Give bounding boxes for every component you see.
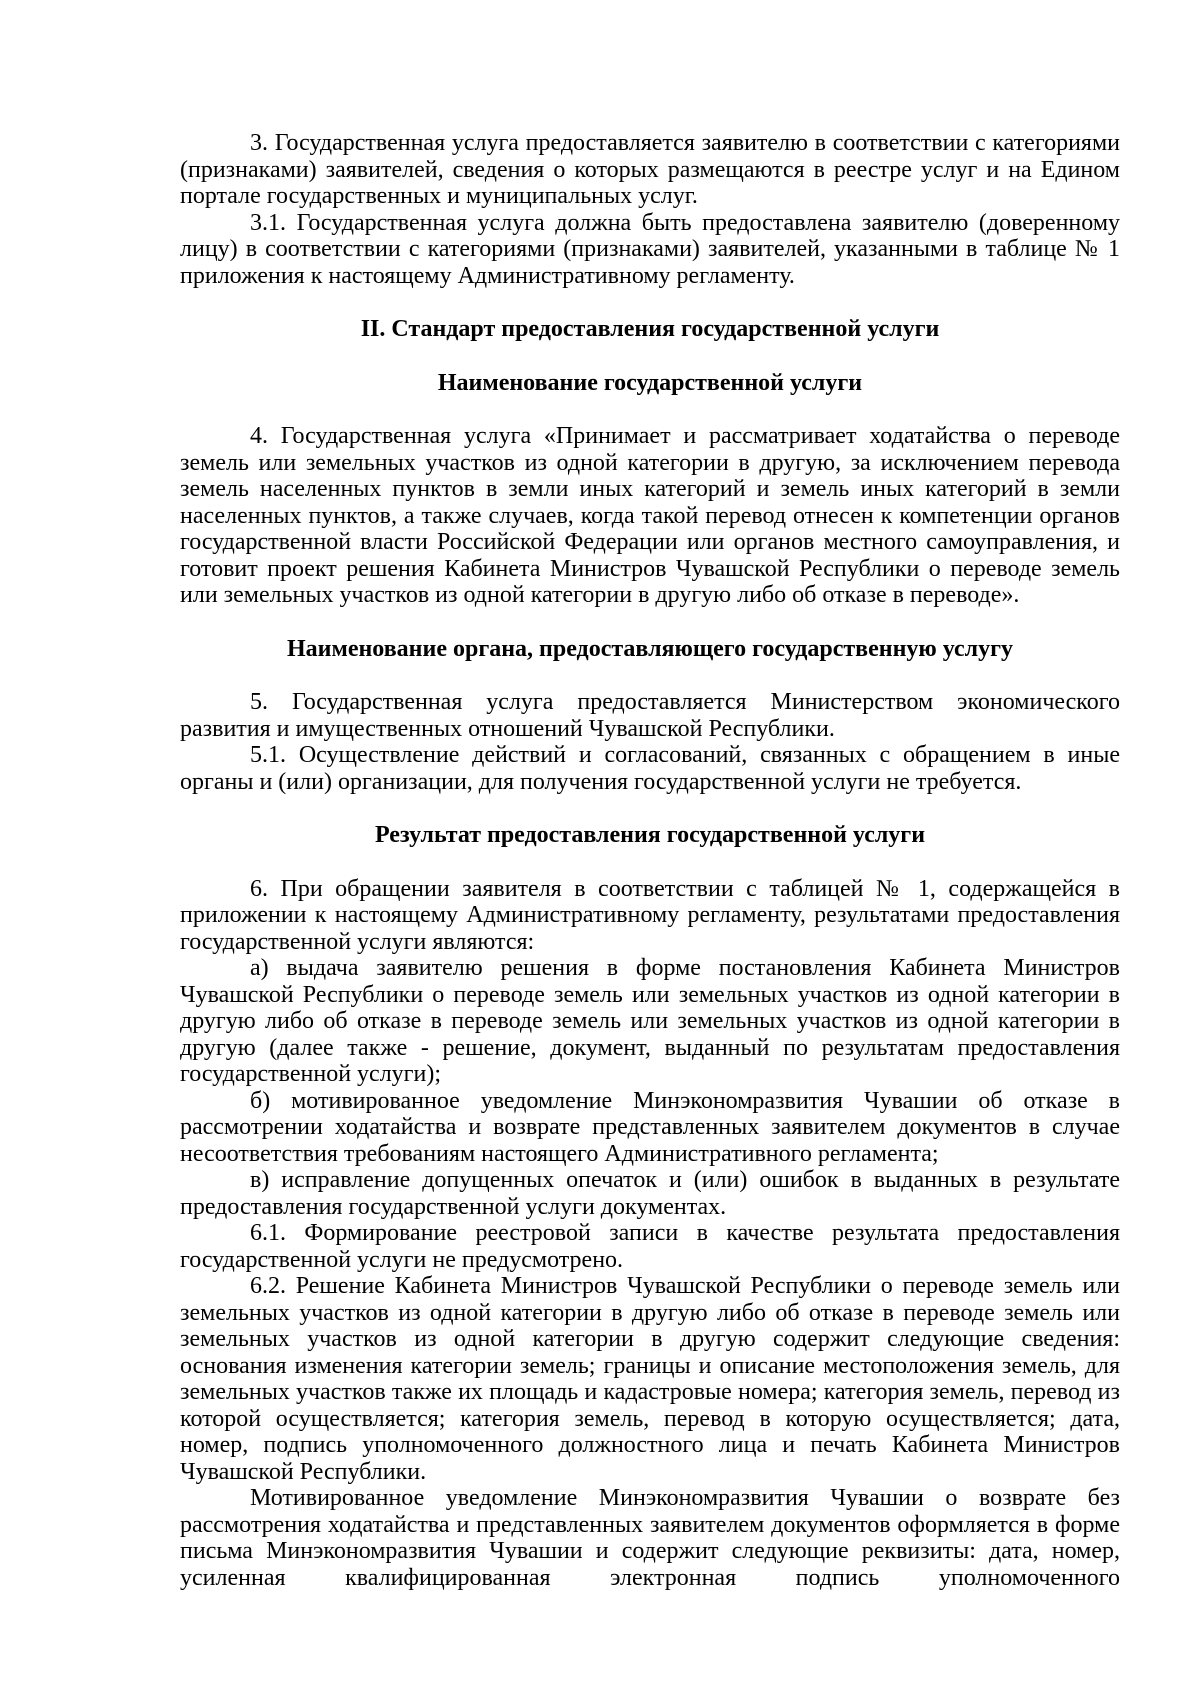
paragraph-6-v: в) исправление допущенных опечаток и (или) ошибок в выданных в результате предоставления государственной услуги документах. [180,1167,1120,1220]
paragraph-6-a: а) выдача заявителю решения в форме постановления Кабинета Министров Чувашской Республики о переводе земель или земельных участков из одной категории в другую либо об отказе в переводе земель или земельных участков из одной категории в другую (далее также - решение, документ, выданный по результатам предоставления государственной услуги); [180,955,1120,1087]
paragraph-3-1: 3.1. Государственная услуга должна быть предоставлена заявителю (доверенному лицу) в соответствии с категориями (признаками) заявителей, указанными в таблице № 1 приложения к настоящему Административному регламенту. [180,209,1120,289]
heading-service-name: Наименование государственной услуги [437,369,863,396]
paragraph-6-2: 6.2. Решение Кабинета Министров Чувашской Республики о переводе земель или земельных участков из одной категории в другую либо об отказе в переводе земель или земельных участков из одной категории в другую содержит следующие сведения: основания изменения категории земель; границы и описание местоположения земель, для земельных участков также их площадь и кадастровые номера; категория земель, перевод из которой осуществляется; категория земель, перевод в которую осуществляется; дата, номер, подпись уполномоченного должностного лица и печать Кабинета Министров Чувашской Республики. [180,1273,1120,1485]
paragraph-6: 6. При обращении заявителя в соответствии с таблицей № 1, содержащейся в приложении к настоящему Административному регламенту, результатами предоставления государственной услуги являются: [180,875,1120,955]
paragraph-5: 5. Государственная услуга предоставляется Министерством экономического развития и имущественных отношений Чувашской Республики. [180,689,1120,742]
heading-organ-name: Наименование органа, предоставляющего государственную услугу [286,635,1014,662]
section-title: II. Стандарт предоставления государственной услуги [360,316,940,342]
paragraph-4: 4. Государственная услуга «Принимает и рассматривает ходатайства о переводе земель или земельных участков из одной категории в другую, за исключением перевода земель населенных пунктов в земли иных категорий и земель иных категорий в земли населенных пунктов, а также случаев, когда такой перевод отнесен к компетенции органов государственной власти Российской Федерации или органов местного самоуправления, и готовит проект решения Кабинета Министров Чувашской Республики о переводе земель или земельных участков из одной категории в другую либо об отказе в переводе». [180,423,1120,608]
paragraph-6-1: 6.1. Формирование реестровой записи в качестве результата предоставления государственной услуги не предусмотрено. [180,1220,1120,1273]
paragraph-6-b: б) мотивированное уведомление Минэкономразвития Чувашии об отказе в рассмотрении ходатайства и возврате представленных заявителем документов в случае несоответствия требованиям настоящего Административного регламента; [180,1087,1120,1167]
paragraph-3: 3. Государственная услуга предоставляется заявителю в соответствии с категориями (признаками) заявителей, сведения о которых размещаются в реестре услуг и на Едином портале государственных и муниципальных услуг. [180,130,1120,209]
paragraph-notice: Мотивированное уведомление Минэкономразвития Чувашии о возврате без рассмотрения ходатайства и представленных заявителем документов оформляется в форме письма Минэкономразвития Чувашии и содержит следующие реквизиты: дата, номер, усиленная квалифицированная электронная подпись уполномоченного [180,1485,1120,1591]
heading-result: Результат предоставления государственной услуги [374,822,926,848]
document-page [180,130,1120,1591]
paragraph-5-1: 5.1. Осуществление действий и согласований, связанных с обращением в иные органы и (или) организации, для получения государственной услуги не требуется. [180,742,1120,795]
